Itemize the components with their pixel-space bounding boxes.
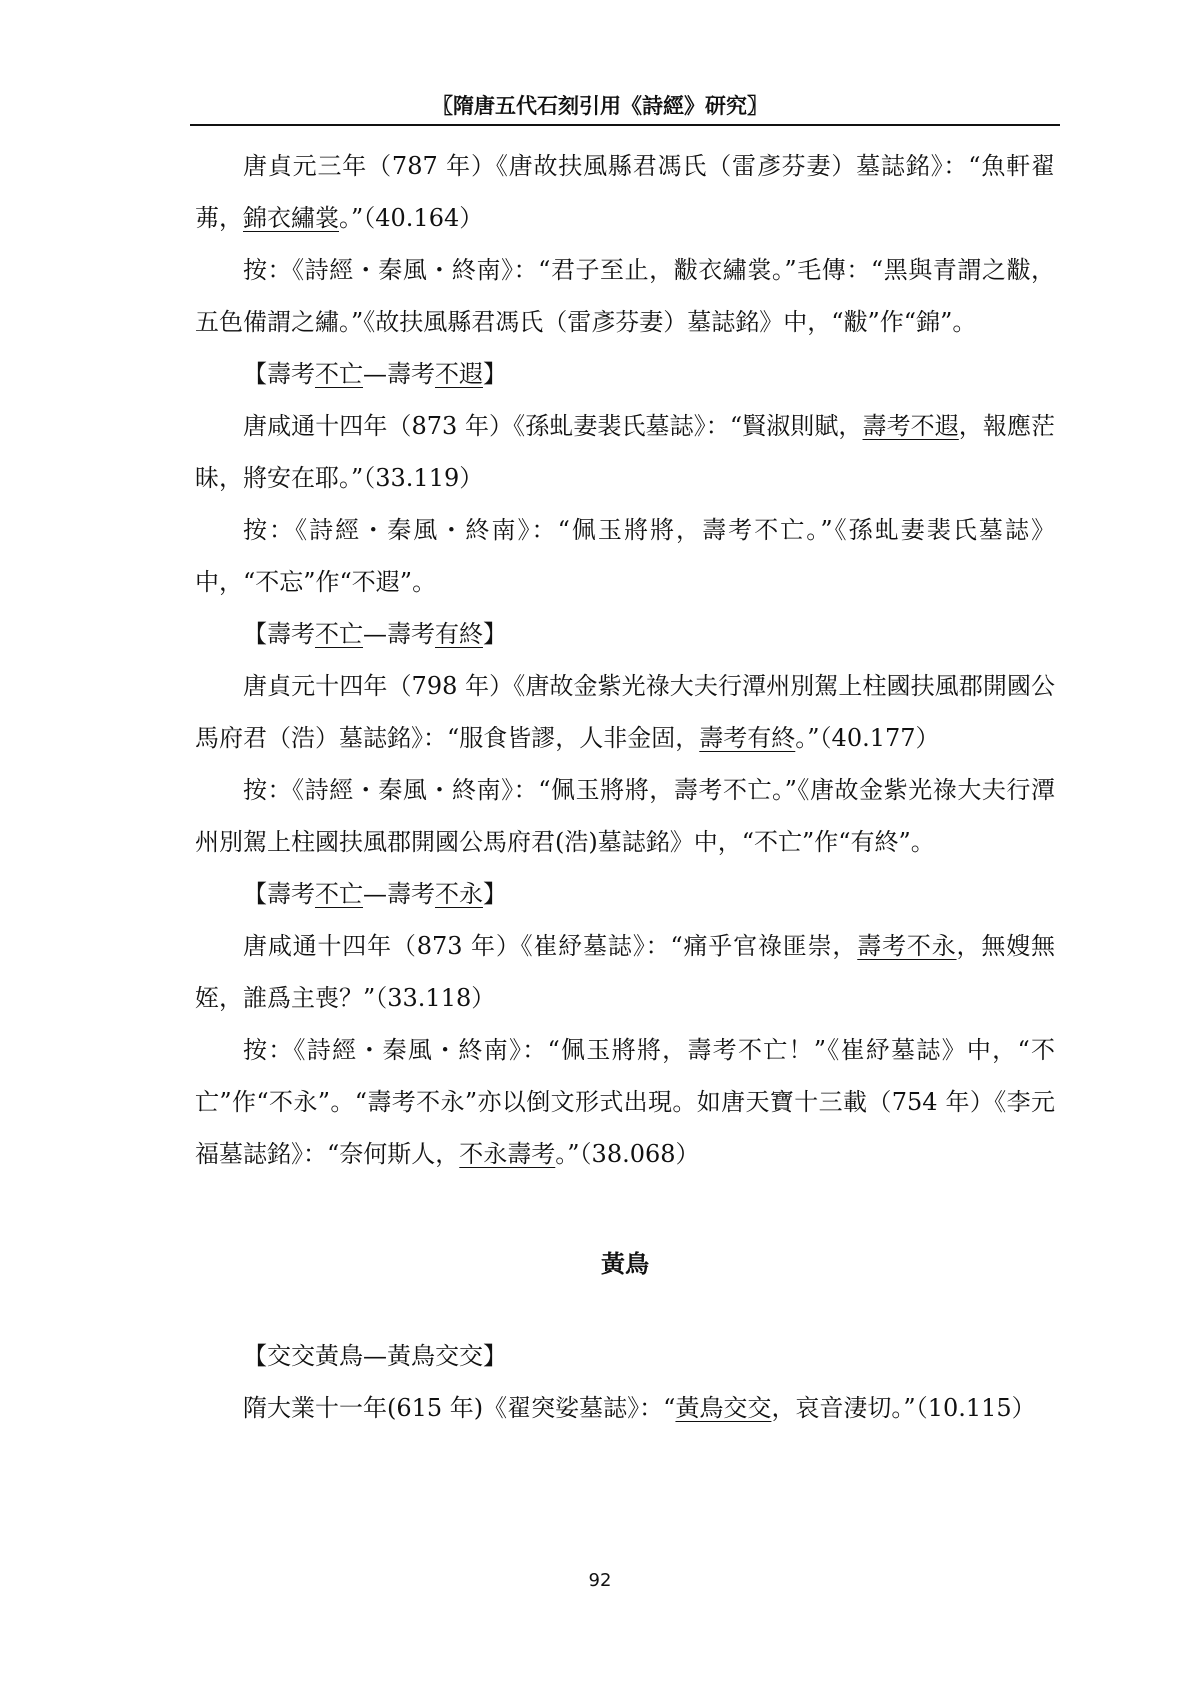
underlined-quote: 不亡 (315, 880, 363, 908)
text-run: 。”（40.164） (339, 204, 484, 232)
text-run: —壽考 (363, 620, 435, 648)
page-number: 92 (588, 1570, 612, 1591)
entry-heading (195, 348, 1055, 400)
underlined-quote: 不永 (435, 880, 483, 908)
underlined-quote: 不亡 (315, 620, 363, 648)
text-run: 【壽考 (243, 360, 315, 388)
text-run: 】 (483, 620, 507, 648)
text-run: ，報應茫昧，將安在耶。”（33.119） (195, 412, 1056, 492)
document-body (195, 140, 1055, 1434)
underlined-quote: 壽考不遐 (862, 412, 959, 440)
paragraph (195, 244, 1055, 348)
entry-heading (195, 608, 1055, 660)
text-run: 】 (483, 880, 507, 908)
paragraph (195, 920, 1055, 1024)
paragraph (195, 400, 1055, 504)
entry-heading (195, 1330, 1055, 1382)
text-run: 】 (483, 360, 507, 388)
paragraph (195, 140, 1055, 244)
text-run: 按：《詩經・秦風・終南》：“佩玉將將，壽考不亡！”《崔紓墓誌》中，“不亡”作“不永”。“壽考不永”亦以倒文形式出現。如唐天寶十三載（754 年）《李元福墓誌銘》：“奈何斯人， (195, 1036, 1055, 1168)
text-run: 唐咸通十四年（873 年）《崔紓墓誌》：“痛乎官祿匪崇， (243, 932, 858, 960)
paragraph (195, 660, 1055, 764)
text-run: 。”（38.068） (555, 1140, 700, 1168)
text-run: 【壽考 (243, 620, 315, 648)
running-header: 〖隋唐五代石刻引用《詩經》研究〗 (432, 93, 768, 118)
underlined-quote: 壽考不永 (857, 932, 957, 960)
text-run: 【交交黃鳥—黃鳥交交】 (243, 1342, 507, 1370)
underlined-quote: 錦衣繡裳 (243, 204, 339, 232)
underlined-quote: 不亡 (315, 360, 363, 388)
section-title (195, 1238, 1055, 1290)
text-run: 黃鳥 (601, 1249, 649, 1278)
text-run: 唐貞元三年（787 年）《唐故扶風縣君馮氏（雷彥芬妻）墓誌銘》：“魚軒翟茀， (195, 152, 1055, 232)
underlined-quote: 不遐 (435, 360, 483, 388)
header-rule (190, 124, 1060, 126)
text-run: 隋大業十一年(615 年)《翟突娑墓誌》：“ (243, 1394, 676, 1422)
text-run: 唐貞元十四年（798 年）《唐故金紫光祿大夫行潭州別駕上柱國扶風郡開國公馬府君（浩）墓誌銘》：“服食皆謬，人非金固， (195, 672, 1055, 752)
paragraph (195, 1024, 1055, 1180)
underlined-quote: 有終 (435, 620, 483, 648)
text-run: ，無嫂無姪，誰爲主喪？”（33.118） (195, 932, 1056, 1012)
entry-heading (195, 868, 1055, 920)
underlined-quote: 壽考有終 (699, 724, 796, 752)
underlined-quote: 黃鳥交交 (675, 1394, 772, 1422)
text-run: 。”（40.177） (795, 724, 940, 752)
text-run: 【壽考 (243, 880, 315, 908)
text-run: 按：《詩經・秦風・終南》：“佩玉將將，壽考不亡。”《唐故金紫光祿大夫行潭州別駕上柱國扶風郡開國公馬府君(浩)墓誌銘》中，“不亡”作“有終”。 (195, 776, 1055, 856)
text-run: 唐咸通十四年（873 年）《孫虬妻裴氏墓誌》：“賢淑則賦， (243, 412, 863, 440)
underlined-quote: 不永壽考 (459, 1140, 556, 1168)
paragraph (195, 764, 1055, 868)
text-run: 按：《詩經・秦風・終南》：“佩玉將將，壽考不亡。”《孫虬妻裴氏墓誌》中，“不忘”作“不遐”。 (195, 516, 1055, 596)
text-run: —壽考 (363, 880, 435, 908)
paragraph (195, 1382, 1055, 1434)
paragraph (195, 504, 1055, 608)
text-run: ，哀音淒切。”（10.115） (771, 1394, 1036, 1422)
text-run: —壽考 (363, 360, 435, 388)
text-run: 按：《詩經・秦風・終南》：“君子至止，黻衣繡裳。”毛傳：“黑與青謂之黻，五色備謂之繡。”《故扶風縣君馮氏（雷彥芬妻）墓誌銘》中，“黻”作“錦”。 (195, 256, 1055, 336)
